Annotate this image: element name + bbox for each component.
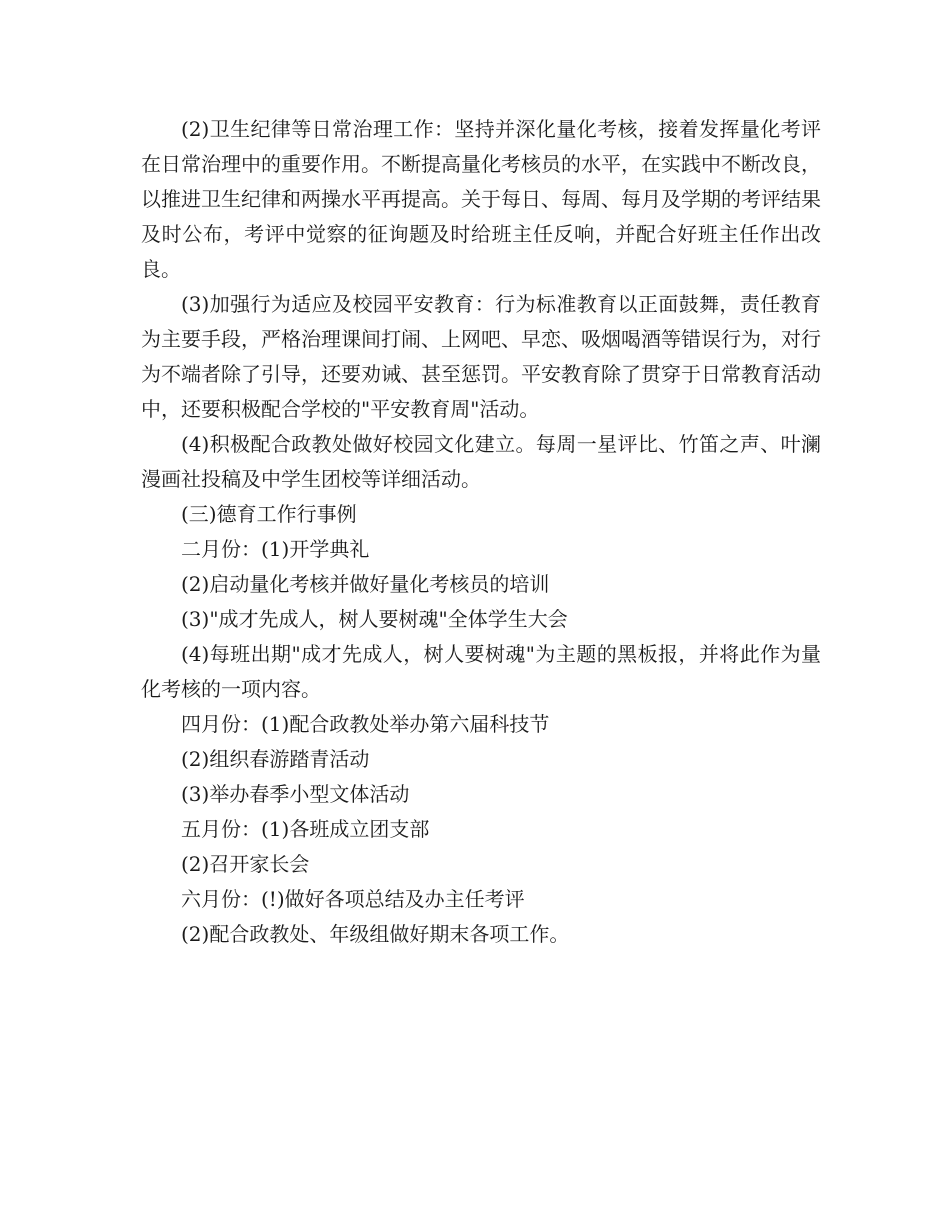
june-item-1: 六月份：(!)做好各项总结及办主任考评 — [181, 887, 525, 911]
document-page — [141, 112, 821, 952]
april-item-3: (3)举办春季小型文体活动 — [181, 782, 410, 806]
february-item-4: (4)每班出期"成才先成人，树人要树魂"为主题的黑板报，并将此作为量化考核的一项内容。 — [141, 642, 821, 701]
section-title: (三)德育工作行事例 — [181, 502, 357, 526]
may-item-2: (2)召开家长会 — [181, 852, 310, 876]
paragraph-campus-culture: (4)积极配合政教处做好校园文化建立。每周一星评比、竹笛之声、叶澜漫画社投稿及中学生团校等详细活动。 — [141, 432, 821, 491]
february-item-1: 二月份：(1)开学典礼 — [181, 537, 370, 561]
paragraph-behavior-safety: (3)加强行为适应及校园平安教育：行为标准教育以正面鼓舞，责任教育为主要手段，严格治理课间打闹、上网吧、早恋、吸烟喝酒等错误行为，对行为不端者除了引导，还要劝诫、甚至惩罚。平安教育除了贯穿于日常教育活动中，还要积极配合学校的"平安教育周"活动。 — [141, 292, 821, 421]
paragraph-hygiene-discipline: (2)卫生纪律等日常治理工作：坚持并深化量化考核，接着发挥量化考评在日常治理中的重要作用。不断提高量化考核员的水平，在实践中不断改良，以推进卫生纪律和两操水平再提高。关于每日、每周、每月及学期的考评结果及时公布，考评中觉察的征询题及时给班主任反响，并配合好班主任作出改良。 — [141, 117, 821, 281]
february-item-3: (3)"成才先成人，树人要树魂"全体学生大会 — [181, 607, 568, 631]
april-item-1: 四月份：(1)配合政教处举办第六届科技节 — [181, 712, 550, 736]
may-item-1: 五月份：(1)各班成立团支部 — [181, 817, 430, 841]
february-item-2: (2)启动量化考核并做好量化考核员的培训 — [181, 572, 550, 596]
april-item-2: (2)组织春游踏青活动 — [181, 747, 370, 771]
june-item-2: (2)配合政教处、年级组做好期末各项工作。 — [181, 922, 570, 946]
